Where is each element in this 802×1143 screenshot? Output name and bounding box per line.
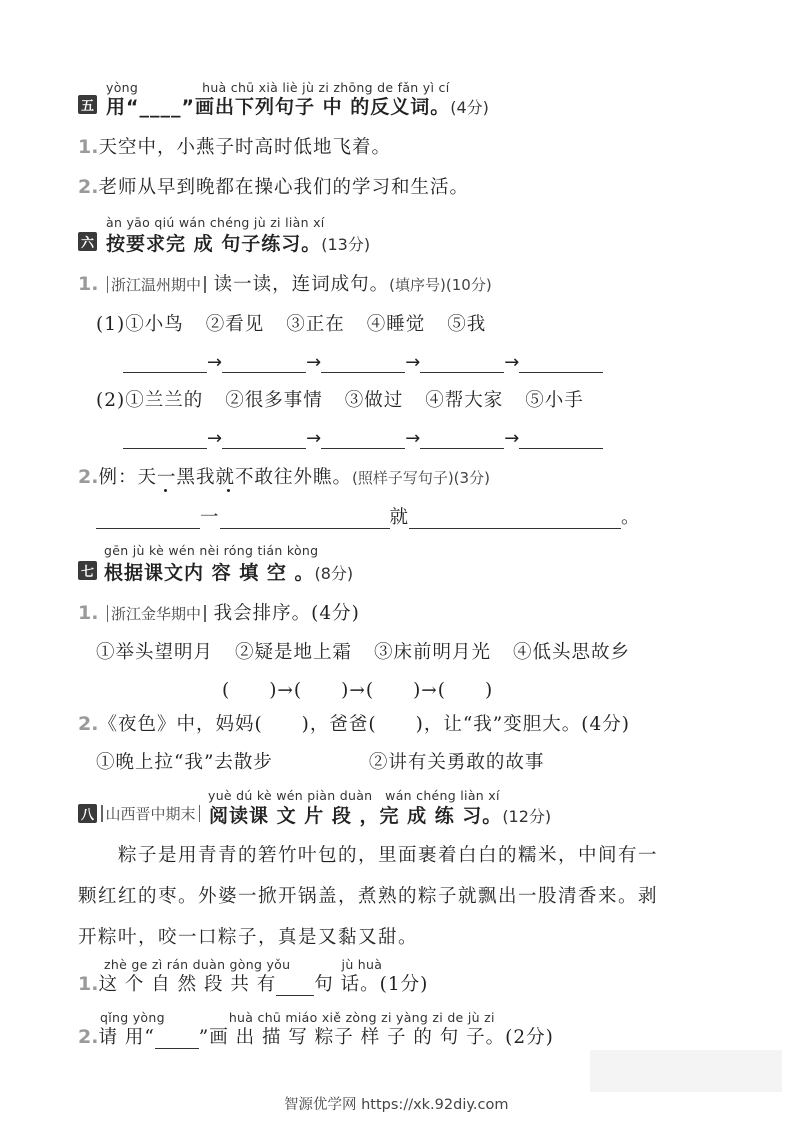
- s8-tag-text: 山西晋中期末: [105, 805, 196, 823]
- s8-title-text: 阅读课 文 片 段 ，完 成 练 习。: [209, 805, 503, 827]
- s7-q1-tag-text: 浙江金华期中: [111, 605, 202, 623]
- s6-p2-item-5: ⑤小手: [525, 390, 584, 411]
- passage-line-3: 开粽叶，咬一口粽子，真是又黏又甜。: [78, 927, 419, 948]
- s6-q2-num: 2.: [78, 466, 99, 488]
- s6-q2-text: 例：天一黑我就不敢往外瞧。: [98, 467, 352, 488]
- s5-q1-num: 1.: [78, 136, 99, 158]
- emphasis-dot: [227, 489, 230, 492]
- s7-q1-item-3: ③床前明月光: [374, 642, 492, 663]
- answer-blank[interactable]: [123, 430, 207, 449]
- answer-blank[interactable]: [96, 510, 200, 529]
- s5-title-text: 用“____”画出下列句子 中 的反义词。: [106, 96, 451, 118]
- s6-p1-item-5: ⑤我: [447, 314, 487, 335]
- arrow: →: [504, 428, 520, 449]
- s7-q1-items: [96, 638, 630, 664]
- s7-title: [104, 558, 353, 585]
- s6-q2-hint: (照样子写句子)(3分): [351, 469, 490, 487]
- s6-q1-text: 读一读，连词成句。: [213, 274, 390, 295]
- s7-q1-order[interactable]: ( )→( )→( )→( ): [222, 680, 494, 701]
- answer-blank[interactable]: [321, 430, 405, 449]
- s7-q1: [78, 599, 360, 625]
- answer-blank[interactable]: [420, 430, 504, 449]
- s6-q1: [78, 270, 492, 296]
- arrow: →: [306, 352, 322, 373]
- s6-q2-word2: 就: [389, 507, 410, 528]
- s6-p1-row: [96, 310, 486, 336]
- s6-p1-item-1: ①小鸟: [125, 314, 184, 335]
- section-5-badge: 五: [78, 95, 97, 114]
- answer-blank[interactable]: [321, 354, 405, 373]
- s6-pinyin: àn yāo qiú wán chéng jù zi liàn xí: [106, 215, 325, 230]
- answer-blank[interactable]: [519, 430, 603, 449]
- s6-p2-answer: [123, 428, 603, 449]
- arrow: →: [207, 428, 223, 449]
- s6-p1-label: (1): [96, 314, 126, 335]
- s5-q2-text: 老师从早到晚都在操心我们的学习和生活。: [98, 177, 469, 198]
- answer-blank[interactable]: [123, 354, 207, 373]
- s7-score: (8分): [314, 564, 354, 583]
- s8-score: (12分): [502, 807, 552, 826]
- answer-blank[interactable]: [409, 510, 621, 529]
- answer-blank[interactable]: [420, 354, 504, 373]
- s6-p2-label: (2): [96, 390, 126, 411]
- s7-q2-text: 《夜色》中，妈妈( )，爸爸( )，让“我”变胆大。(4分): [98, 714, 630, 735]
- s7-q1-num: 1.: [78, 602, 99, 624]
- s5-title: [106, 92, 489, 119]
- s5-q1-text: 天空中，小燕子时高时低地飞着。: [98, 137, 391, 158]
- passage-line-1: 粽子是用青青的箬竹叶包的，里面裹着白白的糯米，中间有一: [78, 845, 659, 866]
- s8-q2: [78, 1023, 554, 1049]
- answer-blank[interactable]: [222, 354, 306, 373]
- s7-q1-item-2: ②疑是地上霜: [235, 642, 353, 663]
- s8-passage: [78, 835, 658, 958]
- answer-blank[interactable]: [220, 510, 390, 529]
- passage-line-2: 颗红红的枣。外婆一掀开锅盖，煮熟的粽子就飘出一股清香来。剥: [78, 886, 659, 907]
- s7-q2: [78, 710, 630, 736]
- s8-q2-text-b: ”画 出 描 写 粽子 样 子 的 句 子。(2分): [198, 1027, 554, 1048]
- s8-q2-text-a: 请 用“: [98, 1027, 155, 1048]
- watermark-box: [590, 1050, 782, 1092]
- s7-pinyin: gēn jù kè wén nèi róng tián kòng: [104, 543, 319, 558]
- s8-tag: [98, 803, 203, 824]
- s7-q2-opt-1: ①晚上拉“我”去散步: [96, 752, 273, 773]
- s6-p2-row: [96, 386, 584, 412]
- s6-p2-item-2: ②很多事情: [225, 390, 323, 411]
- section-7-badge: 七: [78, 561, 97, 580]
- s6-p1-item-4: ④睡觉: [366, 314, 426, 335]
- s6-title-text: 按要求完 成 句子练习。: [106, 233, 322, 255]
- arrow: →: [504, 352, 520, 373]
- s6-p1-item-3: ③正在: [286, 314, 345, 335]
- s8-pinyin: yuè dú kè wén piàn duàn wán chéng liàn xí: [208, 788, 500, 803]
- s6-q2-end: 。: [621, 507, 641, 528]
- s8-q1-text-b: 句 话。(1分): [314, 974, 429, 995]
- s5-pinyin: yòng huà chū xià liè jù zi zhōng de fǎn yì cí: [106, 80, 450, 95]
- section-6-badge: 六: [78, 232, 97, 251]
- s6-p1-item-2: ②看见: [205, 314, 265, 335]
- s6-p1-answer: [123, 352, 603, 373]
- s6-p2-item-1: ①兰兰的: [125, 390, 204, 411]
- s6-q2-word1: 一: [200, 507, 220, 528]
- s6-q1-hint: (填序号)(10分): [389, 276, 492, 294]
- s7-q1-tag: [104, 605, 209, 623]
- emphasis-dot: [164, 489, 167, 492]
- arrow: →: [306, 428, 322, 449]
- s7-q1-item-1: ①举头望明月: [96, 642, 214, 663]
- s5-q1: [78, 133, 391, 159]
- s5-score: (4分): [450, 98, 489, 117]
- arrow: →: [405, 428, 421, 449]
- s7-q2-opt-2: ②讲有关勇敢的故事: [368, 752, 545, 773]
- footer-source[interactable]: 智源优学网 https://xk.92diy.com: [284, 1097, 509, 1113]
- s8-q2-num: 2.: [78, 1026, 99, 1048]
- s6-q2: [78, 463, 490, 489]
- s6-title: [106, 229, 370, 256]
- s6-p2-item-3: ③做过: [344, 390, 404, 411]
- s6-q1-tag-text: 浙江温州期中: [111, 276, 202, 294]
- s8-q1: [78, 970, 428, 996]
- s7-q1-item-4: ④低头思故乡: [513, 642, 631, 663]
- s7-q2-num: 2.: [78, 713, 99, 735]
- s8-q1-pinyin: zhè ge zì rán duàn gòng yǒu jù huà: [104, 957, 383, 972]
- s6-q1-num: 1.: [78, 273, 99, 295]
- answer-blank[interactable]: [155, 1030, 199, 1049]
- s5-q2-num: 2.: [78, 176, 99, 198]
- s8-q2-pinyin: qǐng yòng huà chū miáo xiě zòng zi yàng zi de jù zi: [100, 1010, 495, 1025]
- s7-title-text: 根据课文内 容 填 空 。: [104, 562, 315, 584]
- answer-blank[interactable]: [222, 430, 306, 449]
- section-8-badge: 八: [78, 804, 97, 823]
- s8-q1-num: 1.: [78, 973, 99, 995]
- s6-score: (13分): [321, 235, 371, 254]
- arrow: →: [207, 352, 223, 373]
- s8-q1-text-a: 这 个 自 然 段 共 有: [98, 974, 277, 995]
- answer-blank[interactable]: [276, 977, 314, 996]
- answer-blank[interactable]: [519, 354, 603, 373]
- s6-p2-item-4: ④帮大家: [425, 390, 504, 411]
- s8-title: [209, 801, 551, 828]
- s7-q2-options: [96, 748, 544, 774]
- s6-q1-tag: [104, 276, 209, 294]
- arrow: →: [405, 352, 421, 373]
- s6-q2-answer: [96, 503, 641, 529]
- s7-q1-text: 我会排序。(4分): [213, 603, 360, 624]
- s5-q2: [78, 173, 469, 199]
